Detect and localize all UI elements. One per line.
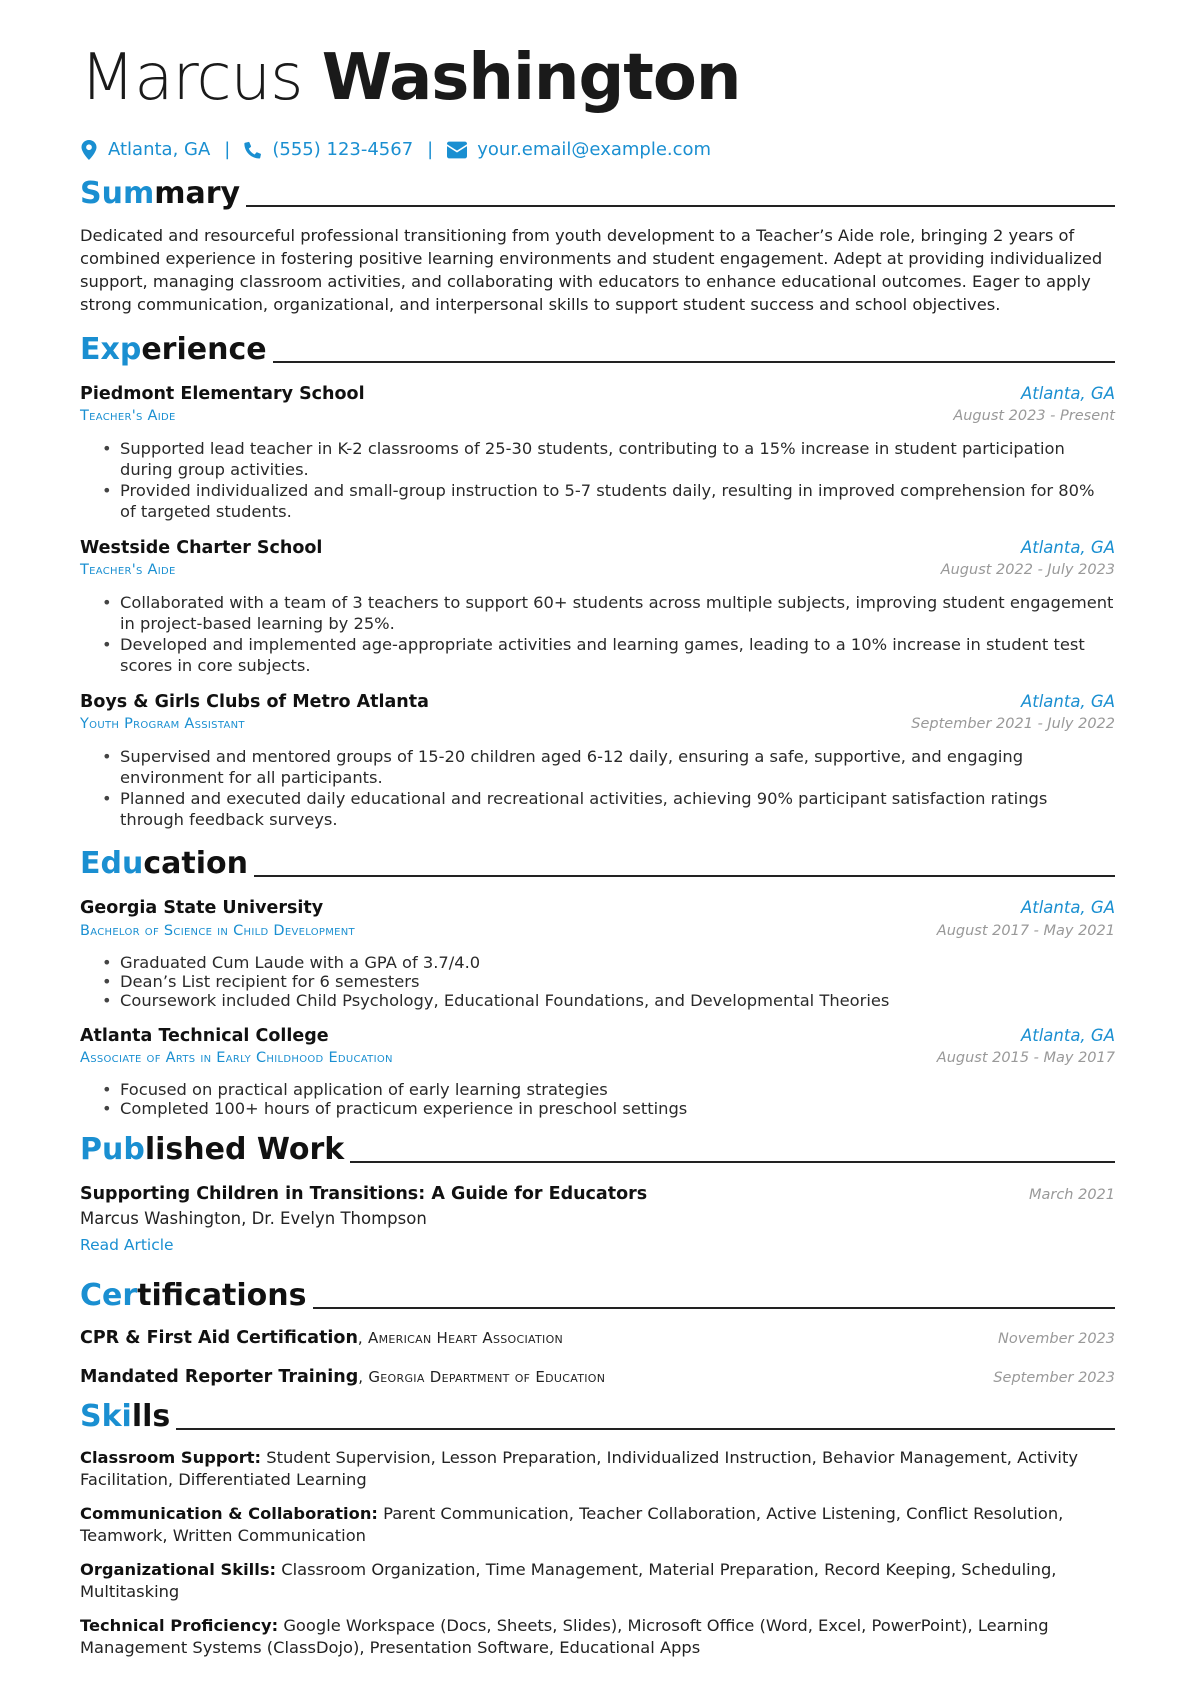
phone-text: (555) 123-4567	[272, 138, 414, 160]
skill-group	[80, 1615, 1115, 1659]
list-item: • Coursework included Child Psychology, Educational Foundations, and Developmental Theories	[102, 991, 1115, 1010]
school-name: Atlanta Technical College	[80, 1025, 329, 1046]
contact-separator: |	[427, 138, 434, 160]
employer-name: Westside Charter School	[80, 538, 323, 559]
employer-name: Piedmont Elementary School	[80, 384, 365, 404]
read-article-link[interactable]: Read Article	[80, 1235, 174, 1254]
skill-category: Classroom Support:	[80, 1447, 262, 1467]
publication-authors: Marcus Washington, Dr. Evelyn Thompson	[80, 1208, 427, 1228]
education-heading: Education	[80, 846, 1115, 882]
contact-phone[interactable]	[244, 138, 413, 163]
entry-dates: August 2022 - July 2023	[940, 562, 1115, 579]
employer-name: Boys & Girls Clubs of Metro Atlanta	[80, 692, 429, 713]
entry-dates: September 2021 - July 2022	[911, 716, 1115, 733]
list-item: • Collaborated with a team of 3 teachers to support 60+ students across multiple subjects, improving student engagement in project-based learning by 25%.	[102, 592, 1115, 634]
list-item: • Supported lead teacher in K-2 classrooms of 25-30 students, contributing to a 15% increase in student participation during group activities.	[102, 438, 1115, 480]
entry-dates: August 2017 - May 2021	[936, 922, 1115, 939]
certification-item	[80, 1326, 1115, 1350]
entry-dates: August 2015 - May 2017	[936, 1049, 1115, 1066]
summary-text: Dedicated and resourceful professional transitioning from youth development to a Teacher’s Aide role, bringing 2 years of combined experience in fostering positive learning environments and student engagement. Adept at providing individualized support, managing classroom activities, and collaborating with educators to enhance educational outcomes. Eager to apply strong communication, organizational, and interpersonal skills to support student success and school objectives.	[80, 226, 1103, 314]
bullet-list	[102, 1080, 1115, 1118]
list-item: • Graduated Cum Laude with a GPA of 3.7/4.0	[102, 953, 1115, 972]
list-item: • Supervised and mentored groups of 15-20 children aged 6-12 daily, ensuring a safe, supportive, and engaging environment for all participants.	[102, 746, 1115, 788]
entry-location: Atlanta, GA	[1020, 538, 1115, 558]
certification-issuer: , Georgia Department of Education	[358, 1367, 606, 1386]
certifications-heading: Certifications	[80, 1278, 1115, 1314]
degree-name: Bachelor of Science in Child Development	[80, 922, 355, 939]
published-work-heading: Published Work	[80, 1132, 1115, 1168]
list-item: • Dean’s List recipient for 6 semesters	[102, 972, 1115, 991]
entry-location: Atlanta, GA	[1020, 384, 1115, 403]
skill-category: Organizational Skills:	[80, 1559, 277, 1579]
experience-entry	[80, 690, 1115, 830]
skill-list: Parent Communication, Teacher Collaboration, Active Listening, Conflict Resolution, Teamwork, Written Communication	[80, 1503, 1064, 1545]
list-item: • Developed and implemented age-appropriate activities and learning games, leading to a 10% increase in student test scores in core subjects.	[102, 634, 1115, 676]
bullet-list	[102, 953, 1115, 1010]
list-item: • Focused on practical application of early learning strategies	[102, 1080, 1115, 1099]
summary-heading: Summary	[80, 176, 1115, 212]
skill-list: Student Supervision, Lesson Preparation, Individualized Instruction, Behavior Management, Activity Facilitation, Differentiated Learning	[80, 1447, 1078, 1489]
contact-separator: |	[224, 138, 231, 160]
section-rule	[254, 875, 1115, 877]
skill-group	[80, 1559, 1115, 1603]
certification-date: November 2023	[998, 1331, 1115, 1348]
envelope-icon	[447, 141, 467, 159]
bullet-list	[102, 592, 1115, 676]
list-item: • Completed 100+ hours of practicum experience in preschool settings	[102, 1099, 1115, 1118]
section-rule	[246, 205, 1115, 207]
section-rule	[273, 361, 1115, 363]
job-title: Teacher's Aide	[80, 408, 176, 425]
bullet-list	[102, 438, 1115, 522]
skill-group	[80, 1447, 1115, 1491]
bullet-list	[102, 746, 1115, 830]
location-text: Atlanta, GA	[108, 138, 211, 160]
skill-group	[80, 1503, 1115, 1547]
job-title: Youth Program Assistant	[80, 716, 245, 733]
certification-name: CPR & First Aid Certification	[80, 1328, 358, 1349]
certification-issuer: , American Heart Association	[357, 1329, 564, 1348]
education-entry	[80, 896, 1115, 1009]
skills-heading: Skills	[80, 1399, 1115, 1435]
experience-heading: Experience	[80, 332, 1115, 368]
degree-name: Associate of Arts in Early Childhood Education	[80, 1049, 393, 1066]
list-item: • Planned and executed daily educational and recreational activities, achieving 90% participant satisfaction ratings through feedback surveys.	[102, 788, 1115, 830]
contact-bar	[80, 138, 1115, 162]
skill-list: Classroom Organization, Time Management, Material Preparation, Record Keeping, Scheduling, Multitasking	[80, 1559, 1057, 1601]
candidate-name	[80, 38, 1115, 118]
publication-title: Supporting Children in Transitions: A Guide for Educators	[80, 1183, 648, 1204]
entry-location: Atlanta, GA	[1020, 692, 1115, 712]
skill-category: Communication & Collaboration:	[80, 1503, 378, 1523]
last-name: Washington	[321, 41, 741, 115]
map-marker-icon	[80, 140, 98, 160]
skill-list: Google Workspace (Docs, Sheets, Slides), Microsoft Office (Word, Excel, PowerPoint), Learning Management Systems (ClassDojo), Presentation Software, Educational Apps	[80, 1615, 1049, 1657]
entry-location: Atlanta, GA	[1020, 1025, 1115, 1045]
certification-item	[80, 1365, 1115, 1389]
section-rule	[313, 1307, 1115, 1309]
contact-location	[80, 138, 210, 163]
certification-name: Mandated Reporter Training	[80, 1366, 359, 1387]
experience-entry	[80, 536, 1115, 676]
experience-entry	[80, 382, 1115, 522]
section-rule	[350, 1161, 1115, 1163]
skill-category: Technical Proficiency:	[80, 1615, 279, 1635]
publication-entry	[80, 1182, 1115, 1257]
school-name: Georgia State University	[80, 898, 324, 919]
contact-email[interactable]	[447, 138, 711, 163]
certification-date: September 2023	[993, 1369, 1115, 1386]
phone-icon	[244, 140, 262, 160]
entry-location: Atlanta, GA	[1020, 898, 1115, 918]
list-item: • Provided individualized and small-group instruction to 5-7 students daily, resulting in improved comprehension for 80% of targeted students.	[102, 480, 1115, 522]
section-rule	[176, 1428, 1115, 1430]
publication-date: March 2021	[1028, 1186, 1115, 1203]
entry-dates: August 2023 - Present	[953, 408, 1115, 425]
job-title: Teacher's Aide	[80, 562, 176, 579]
first-name: Marcus	[80, 41, 303, 115]
email-text: your.email@example.com	[477, 138, 712, 160]
education-entry	[80, 1024, 1115, 1118]
